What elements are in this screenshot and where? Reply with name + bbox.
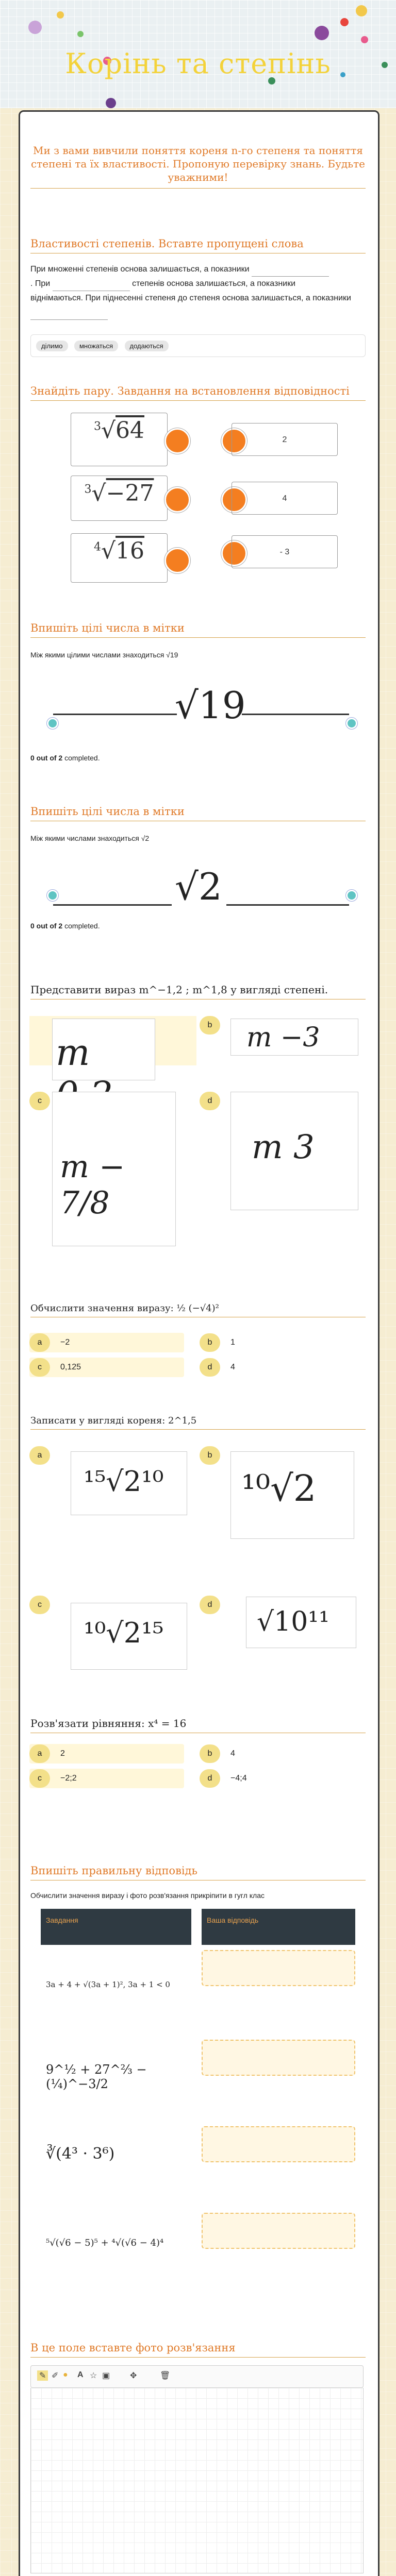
- option-badge-b[interactable]: b: [200, 1446, 220, 1465]
- option-b-text: 4: [230, 1749, 235, 1758]
- progress-suffix: completed.: [64, 754, 100, 762]
- word-bank: [30, 334, 366, 357]
- match-left-item[interactable]: $^3$√−27: [71, 476, 168, 521]
- section-title: Знайдіть пару. Завдання на встановлення відповідності: [30, 385, 366, 401]
- question-title: Обчислити значення виразу: ½ (−√4)²: [30, 1303, 366, 1317]
- text-line: При множенні степенів основа залишається, а показники: [30, 265, 250, 274]
- drawing-canvas[interactable]: [30, 2388, 364, 2573]
- question-title: Розв'язати рівняння: x⁴ = 16: [30, 1717, 366, 1733]
- option-a-text: −2: [60, 1338, 70, 1347]
- match-connector[interactable]: [164, 487, 190, 513]
- answer-line: [53, 714, 177, 715]
- option-b-expr[interactable]: ¹⁰√2: [230, 1451, 354, 1539]
- option-c-text: −2;2: [60, 1774, 77, 1783]
- match-right-item[interactable]: 4: [232, 482, 338, 515]
- drawing-toolbar: [30, 2365, 364, 2388]
- option-a[interactable]: [29, 1333, 184, 1352]
- table-header-task: Завдання: [41, 1909, 191, 1945]
- match-connector[interactable]: [164, 548, 190, 573]
- option-a-expr: m: [52, 1019, 155, 1080]
- option-d-text: 4: [230, 1363, 235, 1371]
- option-badge-d[interactable]: d: [200, 1092, 220, 1110]
- trash-icon[interactable]: 🗑: [160, 2371, 171, 2380]
- page-title: Корінь та степінь: [65, 47, 331, 80]
- task-prompt: Між якими цілими числами знаходиться √19: [30, 651, 178, 659]
- option-c-expr[interactable]: ¹⁰√2¹⁵: [71, 1603, 187, 1670]
- decor-dot: [361, 36, 368, 43]
- word-chip[interactable]: ділимо: [36, 341, 68, 351]
- progress-status: [30, 919, 366, 933]
- section-title: Впишіть цілі числа в мітки: [30, 805, 366, 821]
- match-right-item[interactable]: - 3: [232, 535, 338, 568]
- blank-slot[interactable]: [53, 282, 130, 291]
- word-chip[interactable]: додаються: [125, 341, 169, 351]
- progress-count: 0 out of 2: [30, 754, 63, 762]
- decor-dot: [356, 5, 367, 16]
- decor-dot: [340, 18, 349, 26]
- match-right-item[interactable]: 2: [232, 423, 338, 456]
- option-badge-d[interactable]: d: [200, 1596, 220, 1614]
- section-title: Властивості степенів. Вставте пропущені слова: [30, 238, 366, 253]
- table-header-answer: Ваша відповідь: [202, 1909, 355, 1945]
- option-b-expr[interactable]: m −3: [230, 1019, 358, 1056]
- option-badge-d: d: [200, 1358, 220, 1377]
- intro-text: Ми з вами вивчили поняття кореня n-го степеня та поняття степені та їх властивості. Пропоную перевірку знань. Будьте уважними!: [30, 144, 366, 189]
- option-d-text: −4;4: [230, 1774, 247, 1783]
- pen-icon[interactable]: ✐: [52, 2371, 59, 2380]
- progress-suffix: completed.: [64, 922, 100, 930]
- question-title: Записати у вигляді кореня: 2^1,5: [30, 1415, 366, 1430]
- image-icon[interactable]: ▣: [102, 2371, 110, 2380]
- option-a-text: 2: [60, 1749, 65, 1758]
- section-title: В це поле вставте фото розв'язання: [30, 2342, 366, 2358]
- label-marker[interactable]: [47, 890, 58, 901]
- option-badge-a[interactable]: a: [29, 1446, 50, 1465]
- text-icon[interactable]: A: [77, 2370, 84, 2379]
- task-cell: ⁵√(√6 − 5)⁵ + ⁴√(√6 − 4)⁴: [41, 2207, 191, 2284]
- answer-drop-zone[interactable]: [202, 2126, 355, 2162]
- text-line: віднімаються. При піднесенні степеня до степеня основа залишається, а показники: [30, 294, 351, 302]
- content-card: [19, 110, 380, 2576]
- label-marker[interactable]: [346, 890, 357, 901]
- option-badge-c: c: [29, 1358, 50, 1377]
- task-cell: 9^½ + 27^⅔ − (¼)^−3/2: [41, 2033, 191, 2111]
- task-prompt: Між якими числами знаходиться √2: [30, 834, 150, 842]
- option-badge-c[interactable]: c: [29, 1596, 50, 1614]
- option-badge-d: d: [200, 1769, 220, 1788]
- root-expression: √2: [175, 865, 222, 908]
- section-title: Впишіть правильну відповідь: [30, 1865, 366, 1880]
- answer-line: [226, 904, 349, 906]
- answer-line: [53, 904, 172, 906]
- pencil-icon[interactable]: ✎: [37, 2370, 48, 2381]
- fill-text: [30, 262, 366, 320]
- option-c[interactable]: [29, 1769, 184, 1788]
- option-d-expr[interactable]: √10¹¹: [246, 1597, 356, 1648]
- decor-dot: [28, 21, 42, 34]
- move-icon[interactable]: ✥: [130, 2371, 137, 2380]
- root-index: 3: [84, 483, 92, 496]
- option-d[interactable]: [200, 1769, 354, 1788]
- task-prompt: Обчислити значення виразу і фото розв'язання прикріпити в гугл клас: [30, 1891, 265, 1900]
- label-marker[interactable]: [47, 718, 58, 729]
- root-index: 4: [93, 540, 101, 554]
- task-cell: ∛(4³ · 3⁶): [41, 2120, 191, 2197]
- option-badge-c[interactable]: c: [29, 1092, 50, 1110]
- word-chip[interactable]: множаться: [74, 341, 118, 351]
- match-connector[interactable]: [164, 428, 190, 454]
- section-title: Впишіть цілі числа в мітки: [30, 622, 366, 638]
- match-left-item[interactable]: $^4$√16: [71, 533, 168, 583]
- radicand: 64: [116, 417, 145, 444]
- blank-slot[interactable]: [30, 311, 108, 320]
- option-badge-b: b: [200, 1333, 220, 1352]
- root-expression: √19: [175, 684, 246, 727]
- text-line: . При: [30, 279, 51, 288]
- option-a[interactable]: [29, 1744, 184, 1764]
- star-icon[interactable]: ☆: [90, 2371, 97, 2380]
- option-badge-b[interactable]: b: [200, 1016, 220, 1035]
- decor-dot: [57, 11, 64, 19]
- option-badge-a: a: [29, 1333, 50, 1352]
- answer-drop-zone[interactable]: [202, 2213, 355, 2249]
- root-index: 3: [93, 420, 101, 433]
- progress-count: 0 out of 2: [30, 922, 63, 930]
- option-c-expr[interactable]: m − 7/8: [52, 1092, 176, 1246]
- option-badge-c: c: [29, 1769, 50, 1788]
- option-d-expr[interactable]: m 3: [230, 1092, 358, 1210]
- question-title: Представити вираз m^−1,2 ; m^1,8 у вигляді степені.: [30, 984, 366, 999]
- option-badge-a: a: [29, 1744, 50, 1763]
- decor-dot: [77, 31, 84, 37]
- match-left-item[interactable]: $^3$√64: [71, 413, 168, 466]
- option-d[interactable]: [200, 1358, 354, 1377]
- color-icon[interactable]: ●: [63, 2370, 68, 2379]
- option-b[interactable]: [200, 1744, 354, 1764]
- answer-line: [242, 714, 349, 715]
- answer-drop-zone[interactable]: [202, 2040, 355, 2076]
- task-cell: 3a + 4 + √(3a + 1)², 3a + 1 < 0: [41, 1946, 191, 2028]
- option-b-text: 1: [230, 1338, 235, 1347]
- option-c[interactable]: [29, 1358, 184, 1377]
- header-banner: [0, 0, 396, 108]
- answer-drop-zone[interactable]: [202, 1950, 355, 1986]
- blank-slot[interactable]: [252, 268, 329, 277]
- decor-dot: [106, 98, 116, 108]
- text-line: степенів основа залишається, а показники: [132, 279, 296, 288]
- label-marker[interactable]: [346, 718, 357, 729]
- option-b[interactable]: [200, 1333, 354, 1352]
- option-a-expr[interactable]: ¹⁵√2¹⁰: [71, 1451, 187, 1515]
- option-badge-b: b: [200, 1744, 220, 1763]
- option-c-text: 0,125: [60, 1363, 81, 1371]
- radicand: 16: [116, 538, 145, 564]
- decor-dot: [315, 26, 329, 40]
- progress-status: [30, 751, 366, 765]
- radicand: −27: [106, 480, 154, 506]
